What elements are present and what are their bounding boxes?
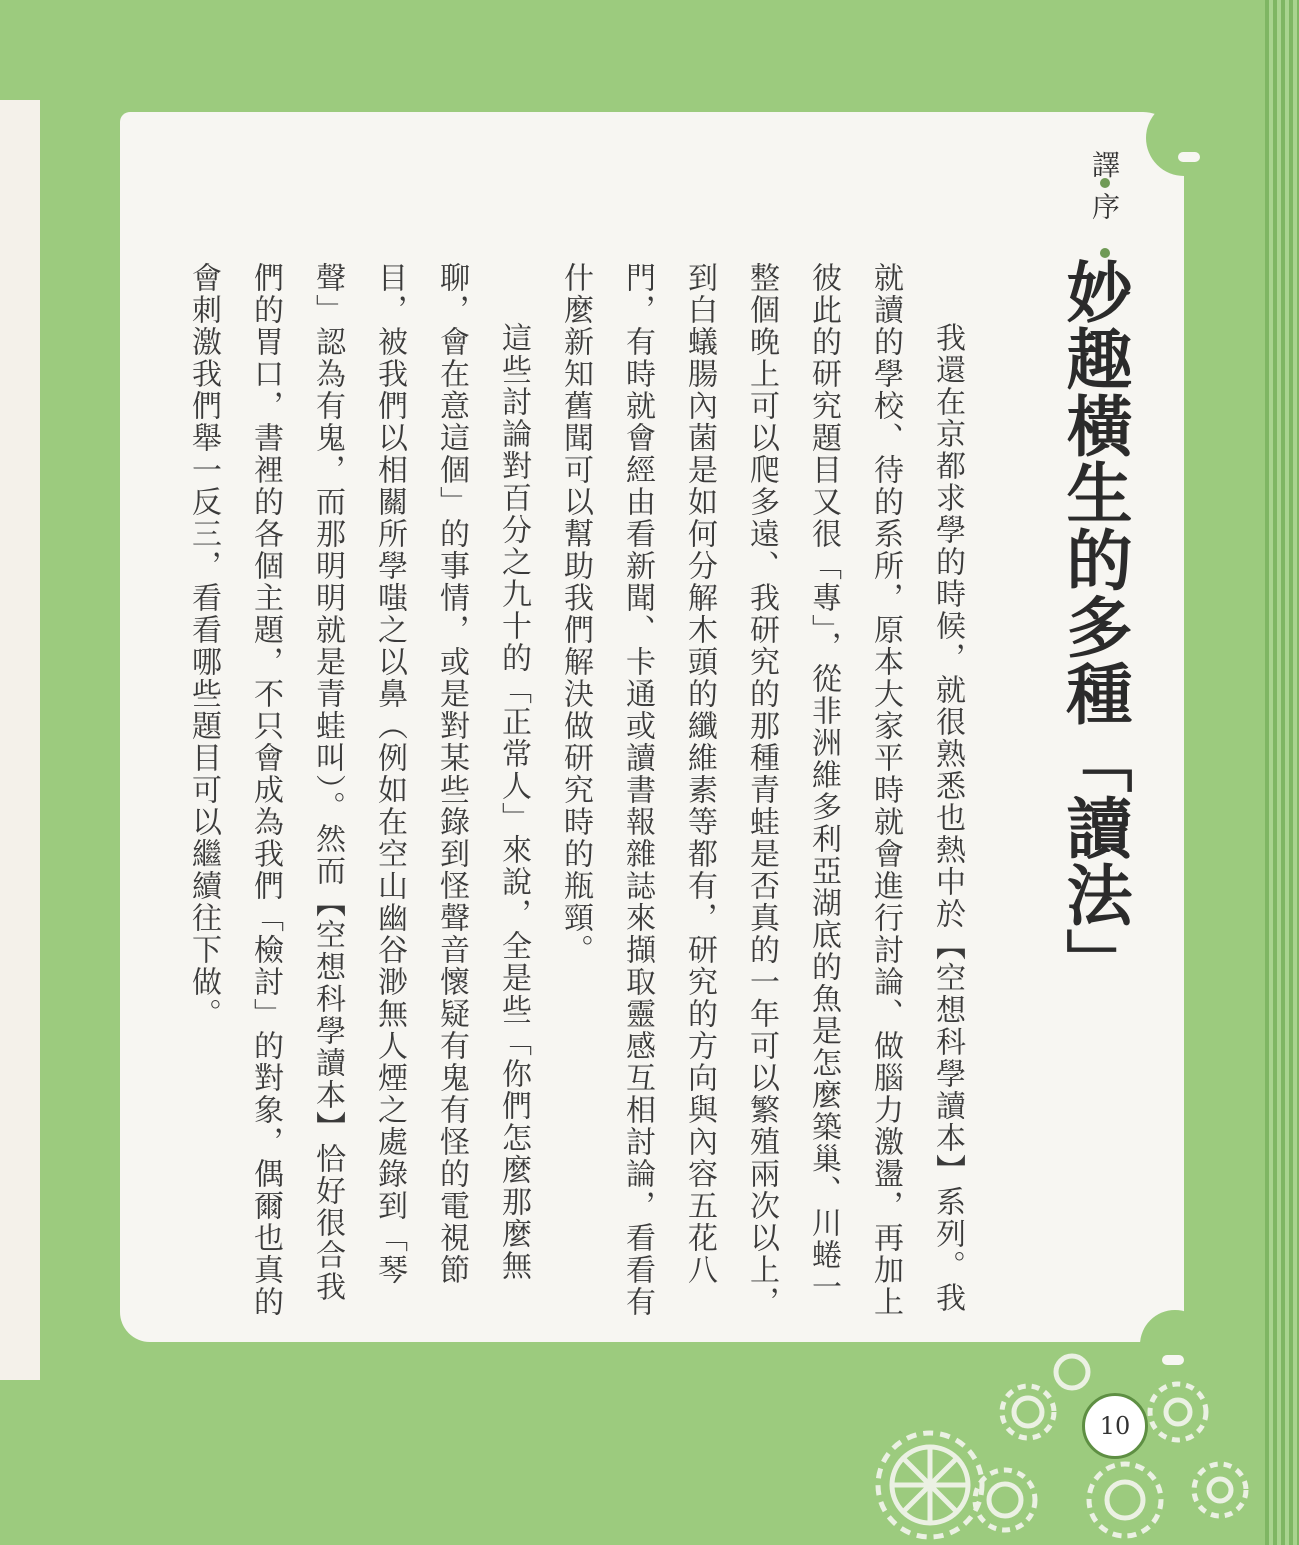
gear-icon bbox=[975, 1470, 1035, 1530]
dot-accent bbox=[1100, 248, 1110, 258]
page-number: 10 bbox=[1082, 1393, 1148, 1459]
dot-accent bbox=[1178, 152, 1200, 162]
gear-icon bbox=[1056, 1356, 1088, 1388]
gear-icon bbox=[1194, 1464, 1246, 1516]
paragraph: 這些討論對百分之九十的「正常人」來說，全是些「你們怎麼那麼無聊，會在意這個」的事情，或是對某些錄到怪聲音懷疑有鬼有怪的電視節目，被我們以相關所學嗤之以鼻（例如在空山幽谷渺無人煙之處錄到「琴聲」認為有鬼，而那明明就是青蛙叫）。然而【空想科學讀本】恰好很合我們的胃口，書裡的各個主題，不只會成為我們「檢討」的對象，偶爾也真的會刺激我們舉一反三，看看哪些題目可以繼續往下做。 bbox=[186, 262, 531, 1318]
section-label: 譯序 bbox=[1088, 150, 1121, 234]
paragraph: 我還在京都求學的時候，就很熟悉也熱中於【空想科學讀本】系列。我就讀的學校、待的系所，原本大家平時就會進行討論、做腦力激盪，再加上彼此的研究題目又很「專」，從非洲維多利亞湖底的魚是怎麼築巢、川蜷一整個晚上可以爬多遠、我研究的那種青蛙是否真的一年可以繁殖兩次以上，到白蟻腸內菌是如何分解木頭的纖維素等都有，研究的方向與內容五花八門，有時就會經由看新聞、卡通或讀書報雜誌來擷取靈感互相討論，看看有什麼新知舊聞可以幫助我們解決做研究時的瓶頸。 bbox=[558, 262, 965, 1318]
chapter-title: 妙趣橫生的多種「讀法」 bbox=[1055, 258, 1132, 995]
gears-decoration bbox=[860, 1350, 1280, 1545]
body-text bbox=[178, 262, 978, 1322]
page-stack-edge bbox=[1265, 0, 1299, 1545]
gear-icon bbox=[1089, 1464, 1161, 1536]
facing-page-edge bbox=[0, 100, 40, 1380]
gear-icon bbox=[1150, 1384, 1206, 1440]
corner-notch-top-right bbox=[1146, 100, 1222, 176]
gear-icon bbox=[1002, 1386, 1054, 1438]
